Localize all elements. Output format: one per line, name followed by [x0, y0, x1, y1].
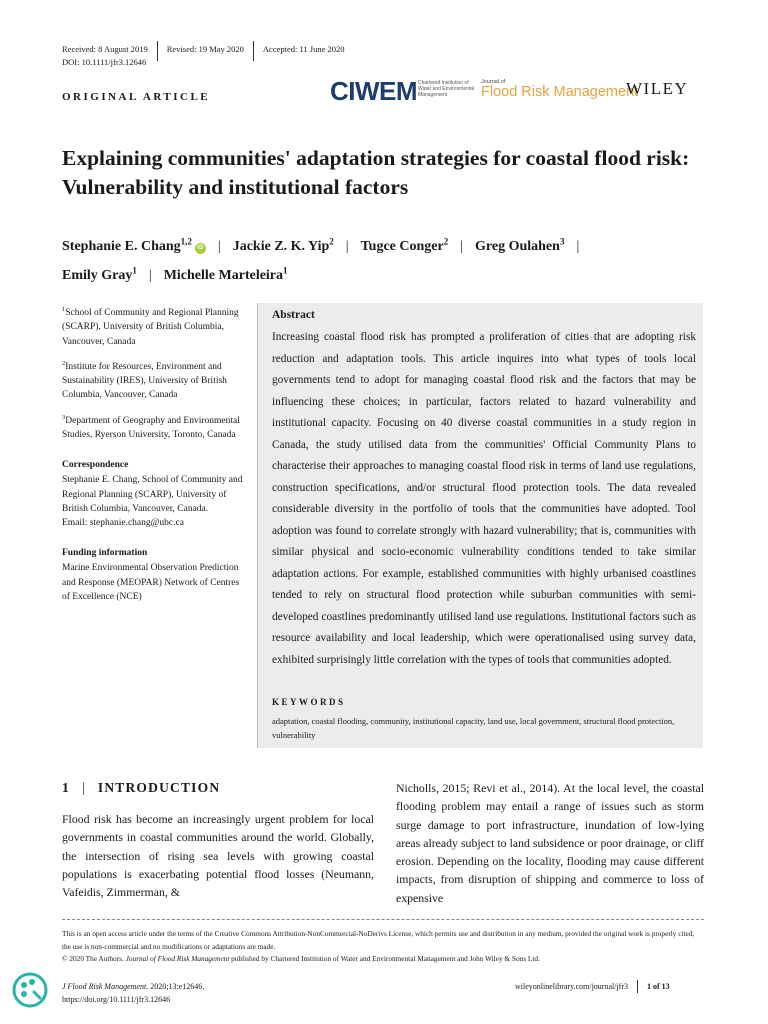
- body-text-column-1: Flood risk has become an increasingly urgent problem for local governments in coastal communities around the world. Globally, the intersection of rising sea levels with growing coastal populations is exacerbating potential flood losses (Neumann, Vafeidis, Zimmerman, &: [62, 812, 374, 900]
- license-text: This is an open access article under the terms of the Creative Commons Attribution-NonCommercial-NoDerivs License, which permits use and distribution in any medium, provided the original work is properly cited, the use is non-commercial and no modifications or adaptations are made.: [62, 929, 695, 951]
- sidebar: [62, 303, 248, 612]
- doi[interactable]: DOI: 10.1111/jfr3.12646: [62, 57, 147, 67]
- article-dates: [62, 39, 345, 59]
- journal-of-label: Journal of: [481, 79, 506, 85]
- divider: [157, 41, 158, 61]
- affiliation: $^1$School of Community and Regional Planning (SCARP), University of British Columbia, Vancouver, Canada: [62, 306, 239, 347]
- footer-doi-link[interactable]: https://doi.org/10.1111/jfr3.12646: [62, 995, 171, 1004]
- funding-text: Marine Environmental Observation Prediction and Response (MEOPAR) Network of Centres of Excellence (NCE): [62, 563, 240, 602]
- article-title: Explaining communities' adaptation strategies for coastal flood risk: Vulnerability and institutional factors: [62, 146, 690, 199]
- funding-heading: Funding information: [62, 548, 148, 559]
- journal-name-logo: Flood Risk Management: [481, 84, 639, 100]
- affiliation: $^2$Institute for Resources, Environment and Sustainability (IRES), University of British Columbia, Vancouver, Canada: [62, 359, 227, 401]
- orcid-icon[interactable]: iD: [195, 243, 206, 254]
- accepted-date: Accepted: 11 June 2020: [262, 44, 345, 54]
- copyright-line: © 2020 The Authors. Journal of Flood Risk Management published by Chartered Institution of Water and Environmental Management and John Wiley & Sons Ltd.: [62, 954, 540, 963]
- article-type: ORIGINAL ARTICLE: [62, 91, 211, 103]
- author[interactable]: Michelle Marteleira$^1$: [163, 265, 288, 284]
- author-list: Stephanie E. Chang$^{1,2}$iD | Jackie Z. K. Yip$^2$ | Tugce Conger$^2$ | Greg Oulahen$^3$ | Emily Gray$^1$ | Michelle Marteleira$^1$: [62, 236, 580, 284]
- abstract-text: Increasing coastal flood risk has prompted a proliferation of cities that are adopting risk reduction and adaptation tools. This article inquires into what types of tools local governments tend to adopt for managing coastal flood risk and the factors that may be influencing these choices; in particular, factors related to hazard vulnerability and institutional capacity. Focusing on 40 diverse coastal communities in a study region in Canada, the study utilised data from the communities' Official Community Plans to characterise their approaches to managing coastal flood risk in terms of land use regulations, construction specifications, and/or structural flood protection tools. The data revealed considerable diversity in the portfolio of tools that the communities have adopted. Tool adoption was found to correlate strongly with hazard vulnerability; that is, communities with similar physical and socio-economic vulnerability conditions tended to take similar adaptation actions. For example, established communities with highly urbanised coastlines tended to rely on structural flood protection while suburban communities with semi-developed coastlines predominantly utilised land use regulations. Institutional factors such as resource availability and local leadership, which were operationalised using survey data, exhibited surprisingly little correlation with the types of tools that communities adopted.: [272, 331, 696, 666]
- author[interactable]: Emily Gray$^1$: [62, 265, 137, 284]
- license-notice: [62, 928, 704, 966]
- divider: [637, 980, 638, 993]
- body-text-column-2: Nicholls, 2015; Revi et al., 2014). At the local level, the coastal flooding problem may entail a range of issues such as storm surge damage to port infrastructure, inundation of low-lying areas already subject to land subsidence or poor drainage, or cliff erosion. Depending on the locality, flooding may cause different impacts, from disruption of shipping and commerce to loss of expensive: [396, 781, 704, 905]
- author[interactable]: Greg Oulahen$^3$: [475, 236, 565, 254]
- journal-website-link[interactable]: wileyonlinelibrary.com/journal/jfr3: [515, 982, 629, 991]
- section-heading: 1 | INTRODUCTION: [62, 780, 221, 795]
- wiley-logo: WILEY: [626, 79, 689, 98]
- correspondence-text: Stephanie E. Chang, School of Community and Regional Planning (SCARP), University of British Columbia, Vancouver, Canada.: [62, 475, 243, 514]
- footer-right: [515, 980, 670, 993]
- author[interactable]: Stephanie E. Chang$^{1,2}$: [62, 236, 192, 254]
- revised-date: Revised: 19 May 2020: [166, 44, 244, 54]
- correspondence-email[interactable]: Email: stephanie.chang@ubc.ca: [62, 517, 184, 528]
- open-access-icon[interactable]: [10, 970, 50, 1010]
- keywords-text: adaptation, coastal flooding, community, institutional capacity, land use, local government, structural flood protection, vulnerability: [272, 716, 675, 740]
- page-number: 1 of 13: [647, 982, 670, 991]
- received-date: Received: 8 August 2019: [62, 44, 148, 54]
- ciwem-subtitle: Chartered Institution of Water and Environmental Management: [418, 80, 475, 99]
- divider: [253, 41, 254, 61]
- affiliation: $^3$Department of Geography and Environmental Studies, Ryerson University, Toronto, Canada: [62, 413, 240, 440]
- author[interactable]: Jackie Z. K. Yip$^2$: [232, 236, 334, 254]
- footer-citation: J Flood Risk Management. 2020;13:e12646. https://doi.org/10.1111/jfr3.12646: [62, 982, 205, 1004]
- author[interactable]: Tugce Conger$^2$: [360, 236, 449, 254]
- divider: [62, 919, 704, 920]
- ciwem-logo: CIWEM: [330, 76, 418, 106]
- journal-logos: [330, 76, 705, 106]
- keywords-heading: KEYWORDS: [272, 697, 346, 707]
- abstract-heading: Abstract: [272, 309, 315, 321]
- correspondence-heading: Correspondence: [62, 460, 129, 471]
